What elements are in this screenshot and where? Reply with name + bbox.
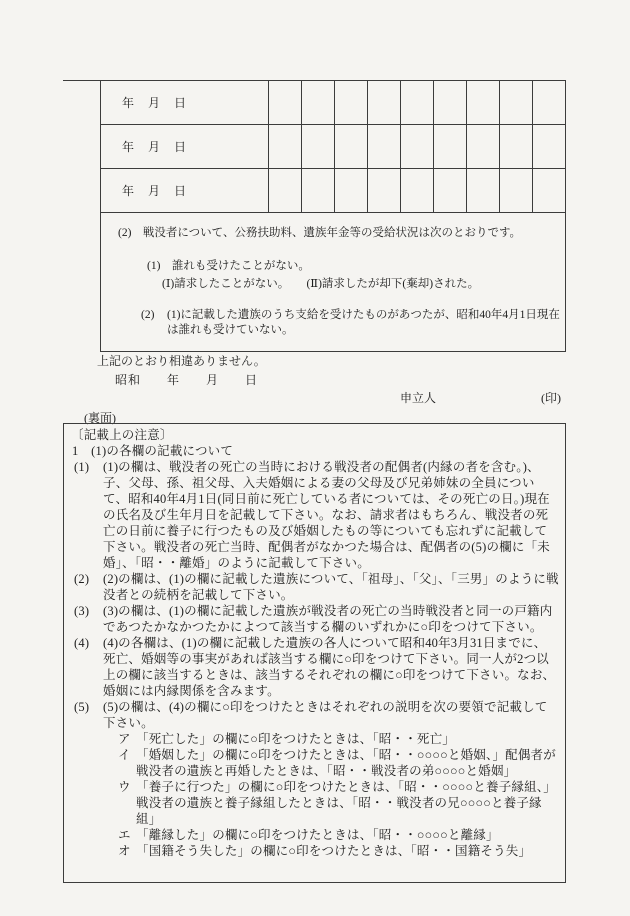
note-item-text: (1)の欄は、戦没者の死亡の当時における戦没者の配偶者(内縁の者を含む。)、子、父母、孫、祖父母、入夫婚姻による妻の父母及び兄弟姉妹の全員について、昭和40年4月1日(同日前に死亡している者については、その死亡の日。)現在の氏名及び生年月日を記載して下さい。なお、請求者はもちろん、戦没者の死亡の日前に養子に行つたもの及び婚姻したもの等についても忘れずに記載して下さい。戦没者の死亡当時、配偶者がなかつた場合は、配偶者の(5)の欄に「未婚」、「昭・・離婚」のように記載して下さい。 [103, 460, 550, 570]
note-subitem-number: エ [118, 828, 131, 842]
note-subitem-number: ア [118, 732, 131, 746]
note-item-number: (4) [74, 636, 90, 650]
receipt-item-2-number: (2) [141, 309, 155, 321]
back-side-label: (裏面) [84, 411, 116, 425]
empty-cell [434, 81, 467, 125]
empty-cell [302, 125, 335, 169]
date-label-cell: 年 月 日 [101, 125, 269, 169]
empty-cell [401, 125, 434, 169]
note-subitem [118, 779, 559, 827]
receipt-item-1-sub: (Ⅰ)請求したことがない。 (Ⅱ)請求したが却下(棄却)された。 [162, 278, 480, 290]
declaration-date-line: 昭和 年 月 日 [115, 373, 259, 387]
date-grid [100, 80, 566, 213]
note-subitem [118, 843, 559, 859]
note-subitem [118, 731, 559, 747]
note-item [74, 603, 559, 635]
empty-cell [269, 125, 302, 169]
note-subitem-text: 「国籍そう失した」の欄に○印をつけたときは、「昭・・国籍そう失」 [136, 844, 532, 858]
empty-cell [434, 169, 467, 213]
note-subitem-number: ウ [118, 780, 131, 794]
declaration-statement: 上記のとおり相違ありません。 [97, 354, 266, 368]
note-item [74, 459, 559, 571]
empty-cell [302, 169, 335, 213]
note-subitem [118, 827, 559, 843]
receipt-item-1: (1) 誰れも受けたことがない。 [147, 260, 310, 272]
note-item-text: (2)の欄は、(1)の欄に記載した遺族について、「祖母」、「父」、「三男」のように戦没者との続柄を記載して下さい。 [103, 572, 559, 602]
empty-cell [368, 169, 401, 213]
empty-cell [302, 81, 335, 125]
note-subitem-text: 「死亡した」の欄に○印をつけたときは、「昭・・死亡」 [136, 732, 456, 746]
empty-cell [368, 81, 401, 125]
receipt-status-box [100, 212, 566, 352]
note-item [74, 635, 559, 699]
empty-cell [500, 81, 533, 125]
empty-cell [335, 81, 368, 125]
note-item-number: (5) [74, 700, 90, 714]
empty-cell [368, 125, 401, 169]
empty-cell [467, 125, 500, 169]
date-label-cell: 年 月 日 [101, 81, 269, 125]
empty-cell [533, 169, 566, 213]
note-item-number: (2) [74, 572, 90, 586]
date-grid-row [101, 81, 566, 125]
empty-cell [335, 125, 368, 169]
empty-cell [401, 169, 434, 213]
empty-cell [533, 81, 566, 125]
note-subitem-text: 「養子に行つた」の欄に○印をつけたときは、「昭・・○○○○と養子縁組、」戦没者の遺族と養子縁組したときは、「昭・・戦没者の兄○○○○と養子縁組」 [136, 780, 556, 826]
note-subitem-text: 「離縁した」の欄に○印をつけたときは、「昭・・○○○○と離縁」 [136, 828, 499, 842]
empty-cell [533, 125, 566, 169]
note-item-text: (4)の各欄は、(1)の欄に記載した遺族の各人について昭和40年3月31日までに、死亡、婚姻等の事実があれば該当する欄に○印をつけて下さい。同一人が2つ以上の欄に該当するときは、該当するそれぞれの欄に○印をつけて下さい。なお、婚姻には内縁関係を含みます。 [103, 636, 556, 698]
notes-heading: 1 (1)の各欄の記載について [72, 444, 234, 458]
empty-cell [467, 81, 500, 125]
note-subitem-text: 「婚姻した」の欄に○印をつけたときは、「昭・・○○○○と婚姻、」配偶者が戦没者の遺族と再婚したときは、「昭・・戦没者の弟○○○○と婚姻」 [136, 748, 556, 778]
empty-cell [500, 125, 533, 169]
receipt-item-2-text: (1)に記載した遺族のうち支給を受けたものがあつたが、昭和40年4月1日現在は誰れも受けていない。 [167, 309, 560, 336]
receipt-heading: (2) 戦没者について、公務扶助料、遺族年金等の受給状況は次のとおりです。 [118, 227, 522, 239]
note-item-text: (5)の欄は、(4)の欄に○印をつけたときはそれぞれの説明を次の要領で記載して下さい。 [103, 700, 548, 730]
note-item-number: (3) [74, 604, 90, 618]
note-subitem-number: オ [118, 844, 131, 858]
empty-cell [500, 169, 533, 213]
note-item [74, 699, 559, 731]
empty-cell [269, 169, 302, 213]
note-subitem-number: イ [118, 748, 131, 762]
receipt-item-2 [141, 308, 561, 338]
empty-cell [335, 169, 368, 213]
date-label-cell: 年 月 日 [101, 169, 269, 213]
seal-mark: (印) [541, 391, 561, 405]
date-grid-row [101, 125, 566, 169]
applicant-label: 申立人 [400, 391, 437, 405]
empty-cell [434, 125, 467, 169]
note-item-text: (3)の欄は、(1)の欄に記載した遺族が戦没者の死亡の当時戦没者と同一の戸籍内であつたかなかつたかによつて該当する欄のいずれかに○印をつけて下さい。 [103, 604, 553, 634]
empty-cell [467, 169, 500, 213]
empty-cell [269, 81, 302, 125]
note-subitem [118, 747, 559, 779]
notes-title: 〔記載上の注意〕 [71, 428, 173, 442]
date-grid-row [101, 169, 566, 213]
note-item-number: (1) [74, 460, 90, 474]
note-item [74, 571, 559, 603]
empty-cell [401, 81, 434, 125]
notes-box [63, 423, 566, 883]
